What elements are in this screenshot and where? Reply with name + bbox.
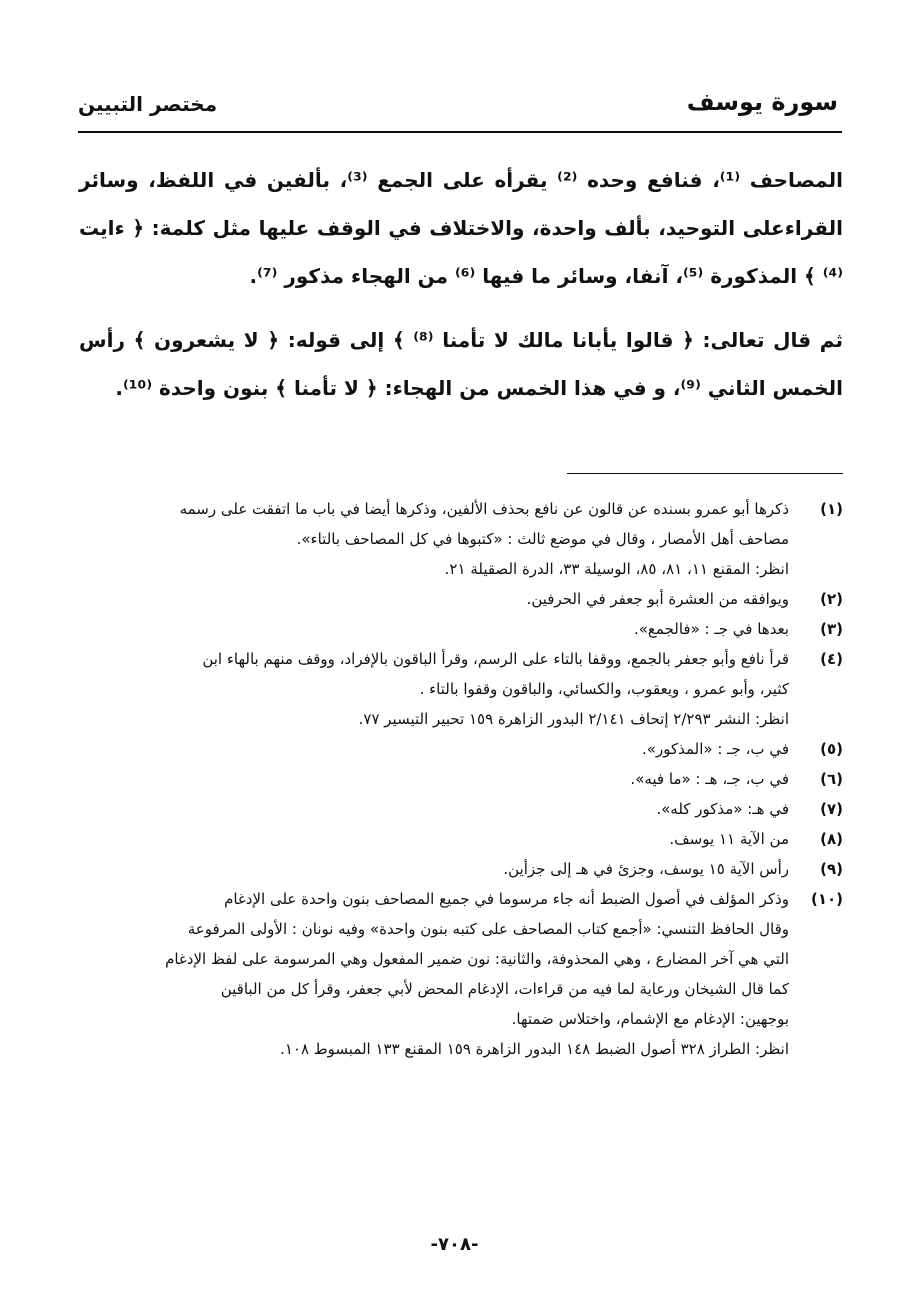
footnote-number: (٦) (820, 770, 843, 788)
footnote-number: (٩) (820, 860, 843, 878)
footnote (79, 494, 843, 584)
footnote-text-line: كما قال الشيخان ورعاية لما فيه من قراءات، الإدغام المحض لأبي جعفر، وقرأ كل من الباقين (220, 980, 789, 998)
footnote-text-line: التي هي آخر المضارع ، وهي المحذوفة، والثانية: نون ضمير المفعول وهي المرسومة على لفظ الإدغام (165, 950, 789, 968)
footnote-text-line: رأس الآية ١٥ يوسف، وجزئ في هـ إلى جزأين. (503, 860, 789, 878)
page-number: -٧٠٨- (430, 1234, 479, 1255)
surah-title: سورة يوسف (686, 88, 838, 116)
footnote (79, 734, 843, 764)
footnotes (79, 494, 843, 1064)
footnote-text-line: ذكرها أبو عمرو بسنده عن قالون عن نافع بحذف الألفين، وذكرها أيضا في باب ما اتفقت على رسمه (179, 500, 789, 518)
footnote (79, 854, 843, 884)
footnote-number: (٢) (820, 590, 843, 608)
footnote (79, 884, 843, 1064)
footnote-text-line: في ب، جـ : «المذكور». (642, 740, 789, 758)
footnote-number: (٥) (820, 740, 843, 758)
footnote-number: (١٠) (810, 890, 843, 908)
footnote-text-line: وقال الحافظ التنسي: «أجمع كتاب المصاحف على كتبه بنون واحدة» وفيه نونان : الأولى المرفوعة (187, 920, 789, 938)
footnote-text-line: ويوافقه من العشرة أبو جعفر في الحرفين. (526, 590, 789, 608)
footnote-text-line: في هـ: «مذكور كله». (656, 800, 789, 818)
footnote-number: (١) (820, 500, 843, 518)
footnote-reference: انظر: النشر ٢/٢٩٣ إتحاف ٢/١٤١ البدور الزاهرة ١٥٩ تحبير التيسير ٧٧. (358, 710, 789, 728)
footnote-text-line: وذكر المؤلف في أصول الضبط أنه جاء مرسوما في جميع المصاحف بنون واحدة على الإدغام (224, 890, 789, 908)
running-header (78, 88, 838, 128)
footnote-divider (567, 473, 843, 474)
footnote (79, 824, 843, 854)
footnote (79, 644, 843, 734)
footnote-reference: انظر: الطراز ٣٢٨ أصول الضبط ١٤٨ البدور الزاهرة ١٥٩ المقنع ١٣٣ المبسوط ١٠٨. (280, 1040, 789, 1058)
footnote (79, 584, 843, 614)
footnote-text-line: بوجهين: الإدغام مع الإشمام، واختلاس ضمتها. (511, 1010, 789, 1028)
footnote-text-line: بعدها في جـ : «فالجمع». (633, 620, 789, 638)
footnote-number: (٣) (820, 620, 843, 638)
footnote-number: (٧) (820, 800, 843, 818)
paragraph-1: المصاحف ⁽¹⁾، فنافع وحده ⁽²⁾ يقرأه على الجمع ⁽³⁾، بألفين في اللفظ، وسائر القراءعلى التوحيد، بألف واحدة، والاختلاف في الوقف عليها مثل كلمة: ﴿ ءايت ⁽⁴⁾ ﴾ المذكورة ⁽⁵⁾، آنفا، وسائر ما فيها ⁽⁶⁾ من الهجاء مذكور ⁽⁷⁾. (79, 168, 843, 288)
footnote-text-line: في ب، جـ، هـ : «ما فيه». (630, 770, 789, 788)
header-divider (78, 131, 842, 133)
paragraph-2: ثم قال تعالى: ﴿ قالوا يأبانا مالك لا تأمنا ⁽⁸⁾ ﴾ إلى قوله: ﴿ لا يشعرون ﴾ رأس الخمس الثاني ⁽⁹⁾، و في هذا الخمس من الهجاء: ﴿ لا تأمنا ﴾ بنون واحدة ⁽¹⁰⁾. (79, 328, 843, 400)
footnote (79, 614, 843, 644)
footnote (79, 794, 843, 824)
footnote-number: (٤) (820, 650, 843, 668)
book-title: مختصر التبيين (78, 92, 218, 116)
footnote (79, 764, 843, 794)
main-text (79, 156, 843, 412)
footnote-text-line: من الآية ١١ يوسف. (669, 830, 789, 848)
footnote-reference: انظر: المقنع ١١، ٨١، ٨٥، الوسيلة ٣٣، الدرة الصقيلة ٢١. (444, 560, 789, 578)
footnote-text-line: كثير، وأبو عمرو ، ويعقوب، والكسائي، والباقون وقفوا بالتاء . (419, 680, 789, 698)
footnote-text-line: قرأ نافع وأبو جعفر بالجمع، ووقفا بالتاء على الرسم، وقرأ الباقون بالإفراد، ووقف منهم بالهاء ابن (202, 650, 789, 668)
footnote-text-line: مصاحف أهل الأمصار ، وقال في موضع ثالث : «كتبوها في كل المصاحف بالتاء». (296, 530, 789, 548)
footnote-number: (٨) (820, 830, 843, 848)
